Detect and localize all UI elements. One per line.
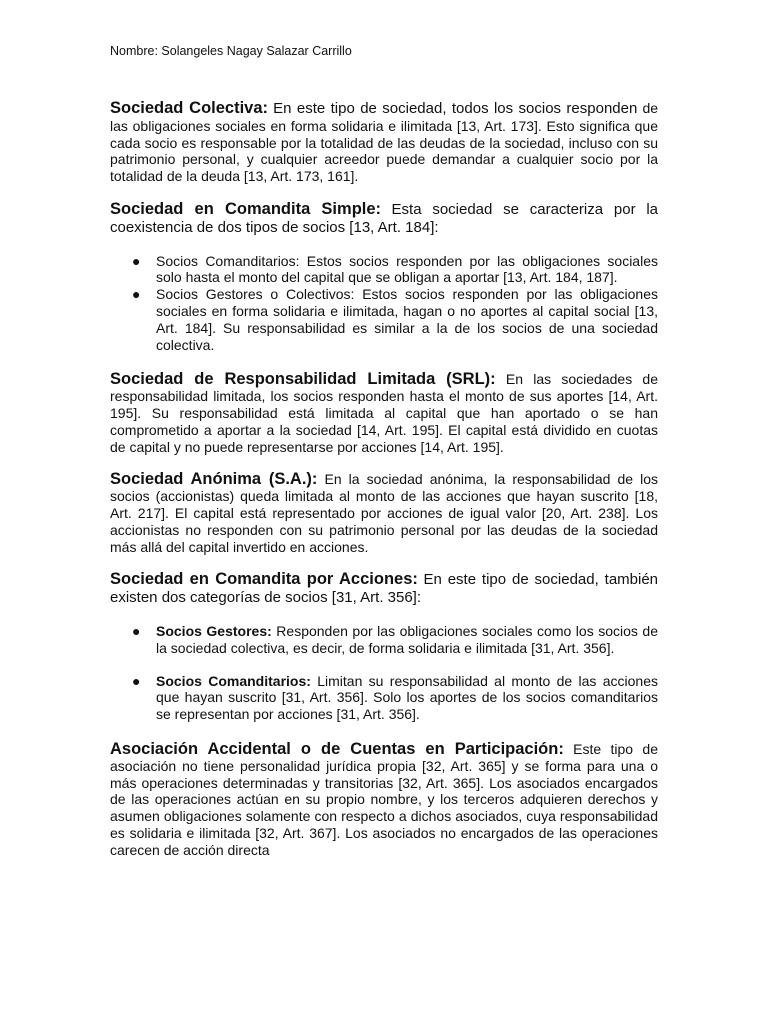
body-sociedad-colectiva: de las obligaciones sociales en forma solidaria e ilimitada [13, Art. 173]. Esto significa que cada socio es responsable por la totalidad de las deudas de la sociedad, incluso con su patrimonio personal, y cualquier acreedor puede demandar a cualquier socio por la totalidad de la deuda [13, Art. 173, 161]. — [110, 100, 659, 185]
lead-sociedad-colectiva: En este tipo de sociedad, todos los socios responden — [273, 100, 638, 117]
section-comandita-simple — [110, 201, 658, 237]
bullet-list-comandita-simple — [110, 253, 658, 354]
author-line: Nombre: Solangeles Nagay Salazar Carrillo — [110, 44, 352, 58]
list-item: ● Socios Comanditarios: Limitan su responsabilidad al monto de las acciones que hayan suscrito [31, Art. 356]. Solo los aportes de los socios comanditarios se representan por acciones [31, Art. 356]. — [132, 672, 658, 723]
bullet-icon: ● — [132, 252, 141, 269]
list-item: ● Socios Gestores: Responden por las obligaciones sociales como los socios de la sociedad colectiva, es decir, de forma solidaria e ilimitada [31, Art. 356]. — [132, 622, 658, 656]
heading-sociedad-anonima: Sociedad Anónima (S.A.): — [110, 470, 318, 489]
section-sociedad-colectiva — [110, 100, 658, 185]
section-asociacion-wrapper — [110, 739, 658, 858]
heading-comandita-simple: Sociedad en Comandita Simple: — [110, 199, 382, 218]
bullet-icon: ● — [132, 286, 141, 303]
list-item: ● Socios Comanditarios: Estos socios responden por las obligaciones sociales solo hasta el monto del capital que se obligan a aportar [13, Art. 184, 187]. — [132, 252, 658, 286]
body-comandita-acciones: En este tipo de sociedad, también existen dos categorías de socios [31, Art. 356]: — [110, 571, 659, 607]
heading-comandita-acciones: Sociedad en Comandita por Acciones: — [110, 570, 418, 589]
heading-asociacion: Asociación Accidental o de Cuentas en Participación: — [110, 739, 564, 758]
section-srl — [110, 371, 658, 455]
body-asociacion: Este tipo de asociación no tiene personalidad jurídica propia [32, Art. 365] y se forma para una o más operaciones determinadas y transitorias [32, Art. 365]. Los asociados encargados de las operaciones actúan en su propio nombre, y los terceros adquieren derechos y asumen obligaciones solamente con respecto a dichos asociados, cuya responsabilidad es solidaria e ilimitada [32, Art. 367]. Los asociados no encargados de las operaciones carecen de acción directa — [110, 740, 658, 858]
list-item: ● Socios Gestores o Colectivos: Estos socios responden por las obligaciones sociales en forma solidaria e ilimitada, hagan o no aportes al capital social [13, Art. 184]. Su responsabilidad es similar a la de los socios de una sociedad colectiva. — [132, 286, 658, 353]
heading-sociedad-colectiva: Sociedad Colectiva: — [110, 99, 269, 117]
body-comandita-simple: Esta sociedad se caracteriza por la coexistencia de dos tipos de socios [13, Art. 184]: — [110, 200, 659, 236]
section-asociacion — [110, 741, 658, 859]
section-sociedad-anonima — [110, 471, 658, 555]
heading-srl: Sociedad de Responsabilidad Limitada (SRL): — [110, 370, 496, 389]
bullet-list-comandita-acciones — [110, 623, 658, 723]
body-srl: En las sociedades de responsabilidad limitada, los socios responden hasta el monto de sus aportes [14, Art. 195]. Su responsabilidad está limitada al capital que han aportado o se han comprometido a aportar a la sociedad [14, Art. 195]. El capital está dividido en cuotas de capital y no puede representarse por acciones [14, Art. 195]. — [110, 371, 658, 455]
body-sociedad-anonima: En la sociedad anónima, la responsabilidad de los socios (accionistas) queda limitada al monto de las acciones que hayan suscrito [18, Art. 217]. El capital está representado por acciones de igual valor [20, Art. 238]. Los accionistas no responden con su patrimonio personal por las deudas de la sociedad más allá del capital invertido en acciones. — [110, 471, 658, 555]
section-comandita-acciones — [110, 571, 658, 607]
bullet-icon: ● — [132, 622, 141, 639]
bullet-icon: ● — [132, 672, 141, 689]
